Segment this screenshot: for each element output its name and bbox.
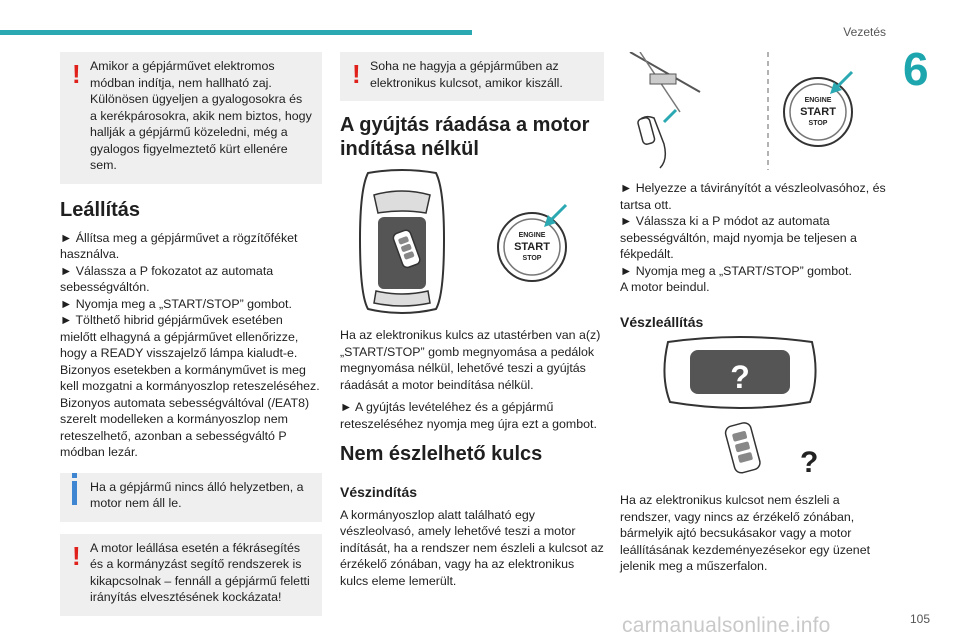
info-box [60,473,322,522]
subsection-title-emergency-stop: Vészleállítás [620,313,704,330]
info-icon [72,481,77,505]
section-title-key-not-detected: Nem észlelhető kulcs [340,443,543,465]
question-mark: ? [730,359,750,395]
button-label-engine: ENGINE [518,232,546,239]
column-1 [60,52,322,628]
body-text: Ha az elektronikus kulcs az utastérben van a(z) „START/STOP” gomb megnyomása a pedálok megnyomása nélkül, lehetővé teszi a gyújtás ráadását a motor beindítása nélkül. [340,328,601,392]
warning-box [340,52,604,101]
button-label-start: START [514,241,550,253]
step: ► Válassza ki a P módot az automata sebességváltón, majd nyomja be teljesen a fékpedált. [620,214,857,261]
column-2 [340,52,604,589]
step: ► Tölthető hibrid gépjárművek esetében mielőtt elhagyná a gépjárművet ellenőrizze, hogy a READY visszajelző lámpa kialudt-e. [60,313,299,360]
warning-text: A motor leállása esetén a fékrásegítés és a kormányzást segítő rendszerek is kikapcsolnak – fennáll a gépjármű feletti irányítás elvesztésének kockázata! [90,540,310,604]
step: ► A gyújtás levételéhez és a gépjármű reteszeléséhez nyomja meg újra ezt a gombot. [340,400,597,431]
warning-text: Soha ne hagyja a gépjárműben az elektronikus kulcsot, amikor kiszáll. [370,59,563,90]
button-label-stop: STOP [522,255,542,262]
body-text: A kormányoszlop alatt található egy vészleolvasó, amely lehetővé teszi a motor indítását, ha a rendszer nem észleli a kulcsot az érzékelő zónában, vagy ha az elektronikus kulcs eleme lemerült. [340,507,604,588]
subsection-title-emergency-start: Vészindítás [340,484,418,500]
warning-box [60,534,322,616]
steering-column-illustration [620,52,890,170]
column-3 [620,52,890,575]
body-text: Bizonyos esetekben a kormányművet is meg kell mozgatni a kormányoszlop reteszeléséhez. Bizonyos automata sebességváltóval (/EAT8) szerelt modelleken a kormányoszlop nem reteszelhető, azonban a sebességváltó P módban lezár. [60,362,320,459]
step: ► Nyomja meg a „START/STOP” gombot. [60,296,292,311]
warning-exclamation-icon: ! [352,59,361,89]
section-title-ignition: A gyújtás ráadása a motor indítása nélkül [340,114,590,160]
engine-start-stop-button-icon [498,205,566,281]
car-unknown-key-illustration [620,336,890,486]
watermark: carmanualsonline.info [622,614,831,637]
body-text: A motor beindul. [620,280,710,294]
button-label-stop: STOP [808,120,828,127]
info-text: Ha a gépjármű nincs álló helyzetben, a motor nem áll le. [90,479,304,510]
step: ► Nyomja meg a „START/STOP” gombot. [620,263,852,278]
step: ► Helyezze a távirányítót a vészleolvasóhoz, és tartsa ott. [620,181,886,212]
step: ► Állítsa meg a gépjárművet a rögzítőféket használva. [60,230,298,261]
hand-with-key-icon [637,110,676,168]
warning-text: Amikor a gépjárművet elektromos módban indítja, nem hallható zaj. Különösen ügyeljen a gyalogosokra és a kerékpárosokra, akik nem biztos, hogy hallják a gépjármű közeledni, még a gyalogos figyelmeztető kürt ellenére sem. [90,59,312,172]
body-text: Ha az elektronikus kulcsot nem észleli a rendszer, vagy nincs az érzékelő zónában, bármelyik ajtó becsukásakor vagy a motor leállításának kezdeményezésekor egy üzenet jelenik meg a műszerfalon. [620,493,871,573]
section-header: Vezetés [843,25,886,39]
step: ► Válassza a P fokozatot az automata sebességváltón. [60,263,274,294]
warning-box [60,52,322,184]
steering-column-icon [630,52,700,112]
key-fob-icon [724,421,762,474]
engine-start-stop-button-icon [784,72,852,146]
button-label-engine: ENGINE [804,97,832,104]
top-accent-bar [0,30,472,35]
section-title-stopping: Leállítás [60,198,141,221]
car-top-view-icon [664,337,815,408]
warning-exclamation-icon: ! [72,59,81,89]
page-number: 105 [910,612,931,626]
chapter-number: 6 [903,43,929,95]
question-mark: ? [800,446,819,479]
warning-exclamation-icon: ! [72,540,81,571]
button-label-start: START [800,106,836,118]
car-key-illustration [340,169,604,319]
